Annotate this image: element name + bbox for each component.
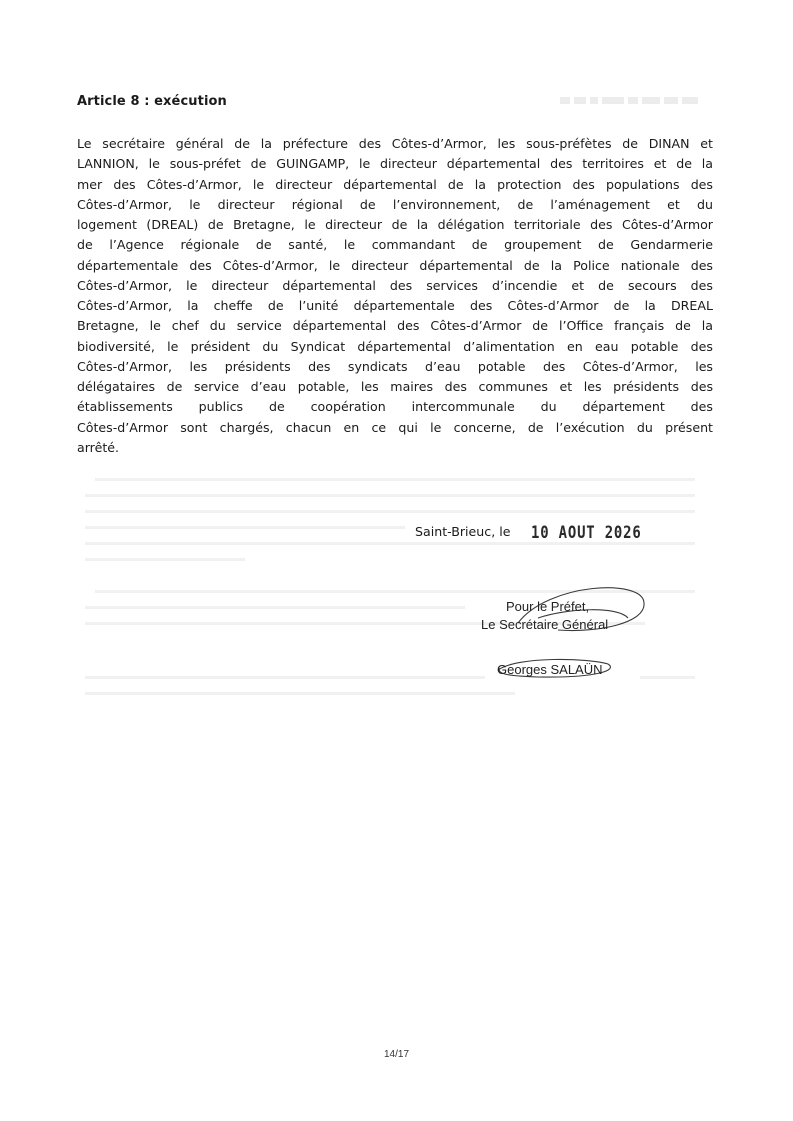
- body-line: Bretagne, le chef du service départemental des Côtes-d’Armor de l’Office français de la: [77, 318, 713, 334]
- body-line: départementale des Côtes-d’Armor, le directeur départemental de la Police nationale des: [77, 257, 713, 273]
- body-line: mer des Côtes-d’Armor, le directeur départemental de la protection des populations des: [77, 176, 713, 192]
- body-line: délégataires de service d’eau potable, les maires des communes et les présidents des: [77, 379, 713, 394]
- body-line: de l’Agence régionale de santé, le commandant de groupement de Gendarmerie: [77, 237, 713, 253]
- body-line: Côtes-d’Armor, le directeur départemental des services d’incendie et de secours des: [77, 277, 713, 293]
- article-heading: Article 8 : exécution: [77, 94, 227, 109]
- place-date-label: Saint-Brieuc, le: [415, 524, 511, 539]
- page-number: 14/17: [383, 1049, 410, 1060]
- body-line: arrêté.: [77, 439, 120, 455]
- signature-line-1: Pour le Préfet,: [506, 599, 590, 614]
- body-line: Côtes-d’Armor, le directeur régional de l’environnement, de l’aménagement et du: [77, 196, 713, 212]
- body-line: Le secrétaire général de la préfecture des Côtes-d’Armor, les sous-préfètes de DINAN et: [77, 136, 713, 151]
- body-line: Côtes-d’Armor sont chargés, chacun en ce qui le concerne, de l’exécution du présent: [77, 419, 713, 435]
- signatory-name: Georges SALAÜN: [497, 662, 603, 677]
- date-stamp: 10 AOUT 2026: [531, 523, 642, 543]
- body-line: LANNION, le sous-préfet de GUINGAMP, le directeur départemental des territoires et de la: [77, 156, 713, 172]
- body-line: établissements publics de coopération intercommunale du département des: [77, 399, 713, 415]
- body-line: Côtes-d’Armor, la cheffe de l’unité départementale des Côtes-d’Armor de la DREAL: [77, 298, 713, 313]
- body-line: logement (DREAL) de Bretagne, le directeur de la délégation territoriale des Côtes-d’Armor: [77, 217, 713, 232]
- body-line: biodiversité, le président du Syndicat départemental d’alimentation en eau potable des: [77, 338, 713, 354]
- body-line: Côtes-d’Armor, les présidents des syndicats d’eau potable des Côtes-d’Armor, les: [77, 358, 713, 374]
- article-body: [77, 134, 713, 458]
- signature-line-2: Le Secrétaire Général: [481, 617, 609, 632]
